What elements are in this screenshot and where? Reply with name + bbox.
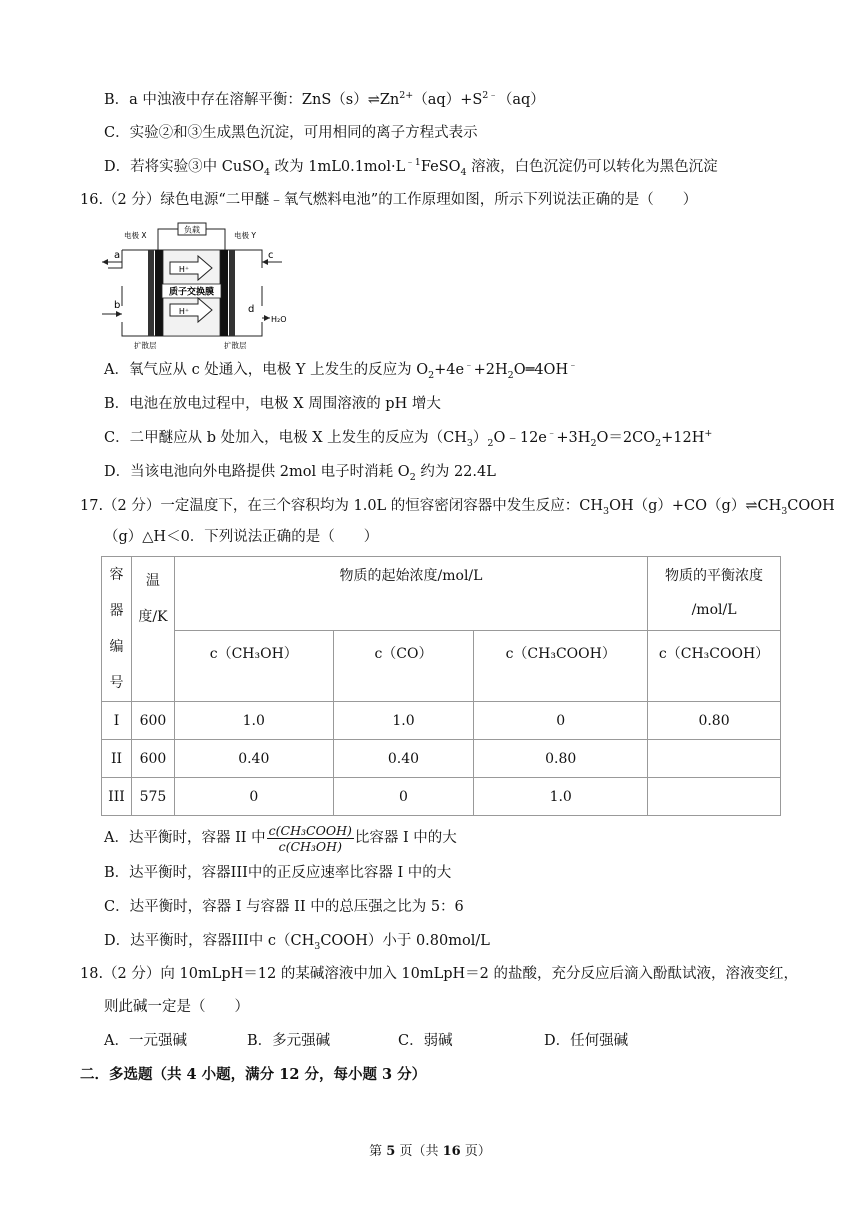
header-equilibrium-concentration: 物质的平衡浓度 /mol/L: [648, 557, 781, 631]
electrode-y-label: 电极 Y: [234, 231, 256, 240]
proton-label-lower: H⁺: [178, 307, 190, 316]
diffusion-layer-left: 扩散层: [134, 341, 157, 350]
subheader-ch3cooh-eq: c（CH₃COOH）: [648, 630, 781, 701]
row-temp: 600: [131, 740, 174, 778]
q17-stem-line2: （g）△H＜0．下列说法正确的是（ ）: [104, 529, 379, 545]
row-temp: 575: [131, 778, 174, 816]
row-temp: 600: [131, 702, 174, 740]
row-co: 1.0: [333, 702, 474, 740]
subheader-ch3oh: c（CH₃OH）: [174, 630, 333, 701]
q18-option-d: D．任何强碱: [544, 1033, 629, 1049]
row-ch3cooh-eq: 0.80: [648, 702, 781, 740]
q18-stem-line2: 则此碱一定是（ ）: [104, 999, 249, 1015]
subheader-ch3cooh: c（CH₃COOH）: [474, 630, 648, 701]
water-label: H₂O: [271, 315, 287, 324]
row-ch3oh: 1.0: [174, 702, 333, 740]
row-co: 0.40: [333, 740, 474, 778]
subheader-co: c（CO）: [333, 630, 474, 701]
arrow-a: [102, 259, 108, 265]
row-ch3cooh-eq: [648, 778, 781, 816]
diffusion-layer-right: 扩散层: [224, 341, 247, 350]
port-a-label: a: [114, 250, 121, 261]
electrode-x-label: 电极 X: [124, 231, 147, 240]
q18-option-b: B．多元强碱: [247, 1033, 331, 1049]
table-row: [102, 702, 781, 740]
row-ch3cooh-eq: [648, 740, 781, 778]
row-id: I: [102, 702, 132, 740]
q15-option-d: D．若将实验③中 CuSO$_4$ 改为 $1mL0.1mol\cdot L^{﹣1}FeSO_4$ 溶液，白色沉淀仍可以转化为黑色沉淀: [104, 157, 718, 178]
membrane-label: 质子交换膜: [168, 287, 215, 298]
table-row: [102, 740, 781, 778]
concentration-ratio: $\frac{\text{c(CH₃COOH)}}{\text{c(CH₃OH)}}$: [268, 822, 352, 854]
port-c-label: c: [268, 250, 274, 261]
port-d-label: d: [248, 304, 255, 315]
row-ch3cooh: 1.0: [474, 778, 648, 816]
row-ch3oh: 0: [174, 778, 333, 816]
arrow-d: [264, 315, 270, 321]
section-heading-multiple-choice: 二．多选题（共 4 小题，满分 12 分，每小题 3 分）: [80, 1066, 427, 1083]
row-ch3cooh: 0.80: [474, 740, 648, 778]
row-id: III: [102, 778, 132, 816]
q16-option-b: B．电池在放电过程中，电极 X 周围溶液的 pH 增大: [104, 396, 441, 412]
header-initial-concentration: 物质的起始浓度/mol/L: [174, 557, 647, 631]
table-row: [102, 778, 781, 816]
port-b-label: b: [114, 300, 121, 311]
q16-option-c: C．二甲醚应从 b 处加入，电极 X 上发生的反应为$(CH_3)_2O﹣12e^﹣+3H_2O=2CO_2+12H^+$: [104, 428, 713, 449]
q15-option-b: B．a 中浊液中存在溶解平衡：$ZnS(s)\rightleftharpoons Zn^{2+}(aq)+S^{2﹣}(aq)$: [104, 90, 545, 108]
arrow-b: [116, 311, 122, 317]
header-temperature: 温 度/K: [131, 557, 174, 702]
load-label: 负载: [184, 225, 200, 235]
fuel-cell-diagram: [100, 222, 287, 352]
proton-label-upper: H⁺: [178, 265, 190, 274]
q18-option-a: A．一元强碱: [104, 1033, 187, 1049]
q16-stem: 16.（2 分）绿色电源“二甲醚﹣氧气燃料电池”的工作原理如图，所示下列说法正确的是（ ）: [80, 192, 698, 208]
q15-option-c: C．实验②和③生成黑色沉淀，可用相同的离子方程式表示: [104, 125, 478, 141]
q18-stem-line1: 18.（2 分）向 10mLpH＝12 的某碱溶液中加入 10mLpH＝2 的盐酸，充分反应后滴入酚酞试液，溶液变红，: [80, 966, 799, 982]
q16-option-a: A．氧气应从 c 处通入，电极 Y 上发生的反应为 $O_2+4e^﹣+2H_2O═4OH^﹣$: [104, 360, 578, 381]
q17-option-c: C．达平衡时，容器 I 与容器 II 中的总压强之比为 5：6: [104, 899, 464, 915]
page-footer: 第 5 页（共 16 页）: [369, 1144, 491, 1159]
q17-stem-line1: 17.（2 分）一定温度下，在三个容积均为 1.0L 的恒容密闭容器中发生反应：$CH_3OH(g)+CO(g)\rightleftharpoons CH_3COOH$: [80, 498, 835, 517]
q17-option-b: B．达平衡时，容器III中的正反应速率比容器 I 中的大: [104, 865, 452, 881]
row-id: II: [102, 740, 132, 778]
row-ch3oh: 0.40: [174, 740, 333, 778]
row-co: 0: [333, 778, 474, 816]
q17-option-a: A．达平衡时，容器 II 中 $\frac{\text{c(CH₃COOH)}}{\text{c(CH₃OH)}}$ 比容器 I 中的大: [104, 822, 457, 854]
concentration-table: [101, 556, 781, 816]
q17-option-d: D．达平衡时，容器III中 $c(CH_3COOH)$小于 0.80mol/L: [104, 933, 490, 952]
header-container-id: 容 器 编 号: [102, 557, 132, 702]
q16-option-d: D．当该电池向外电路提供 2mol 电子时消耗 $O_2$ 约为 22.4L: [104, 464, 496, 483]
row-ch3cooh: 0: [474, 702, 648, 740]
q18-option-c: C．弱碱: [398, 1033, 453, 1049]
